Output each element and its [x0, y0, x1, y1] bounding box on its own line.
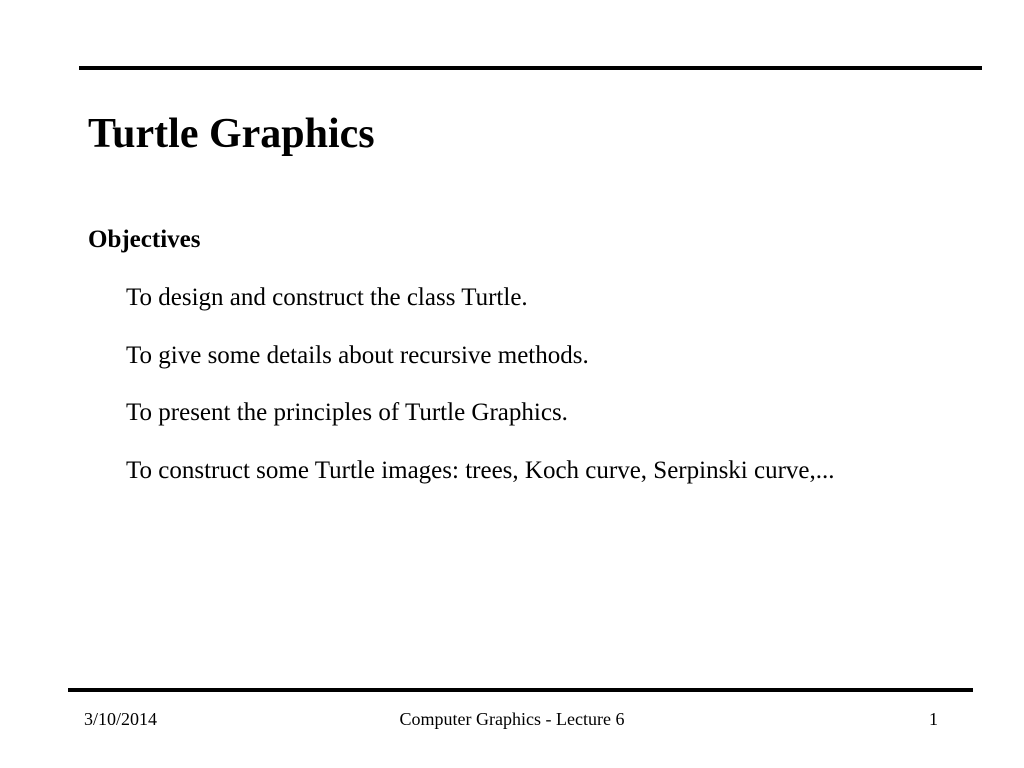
slide-title: Turtle Graphics [88, 111, 375, 157]
bottom-divider [68, 688, 973, 692]
top-divider [79, 66, 982, 70]
objective-item: To give some details about recursive methods. [126, 341, 589, 369]
objective-item: To construct some Turtle images: trees, Koch curve, Serpinski curve,... [126, 456, 835, 484]
objective-item: To present the principles of Turtle Graphics. [126, 399, 568, 426]
section-heading: Objectives [88, 226, 201, 253]
objectives-list [126, 282, 835, 512]
footer-course-title: Computer Graphics - Lecture 6 [399, 709, 625, 729]
footer-date: 3/10/2014 [84, 709, 158, 729]
footer-page-number: 1 [929, 709, 938, 729]
objective-item: To design and construct the class Turtle. [126, 284, 528, 311]
